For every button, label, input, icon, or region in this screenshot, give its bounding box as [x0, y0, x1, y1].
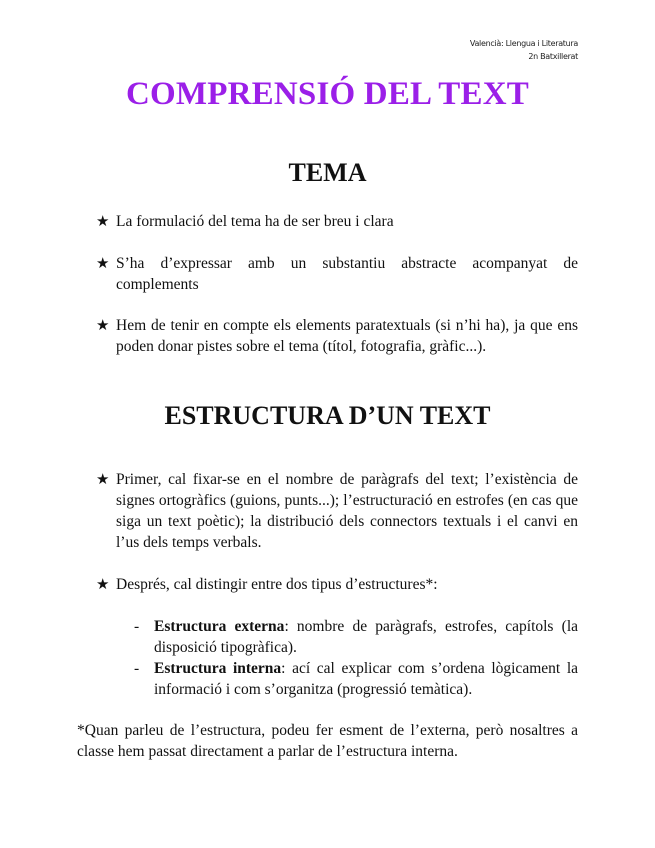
term-description: : nombre de paràgrafs, estrofes, capítols (la disposició tipogràfica).	[154, 618, 578, 656]
page-title: COMPRENSIÓ DEL TEXT	[126, 76, 529, 112]
bullet-text: Després, cal distingir entre dos tipus d’estructures*:	[116, 576, 438, 593]
estructura-bullet-2	[96, 574, 578, 595]
star-bullet-icon: ★	[96, 575, 110, 593]
term-label: Estructura externa	[154, 618, 285, 635]
estructura-list	[96, 469, 578, 553]
star-bullet-icon: ★	[96, 316, 110, 334]
structure-types-list	[134, 616, 578, 700]
footnote: *Quan parleu de l’estructura, podeu fer esment de l’externa, però nosaltres a classe hem passat directament a parlar de l’estructura interna.	[77, 722, 578, 760]
tema-heading: TEMA	[288, 158, 367, 187]
dash-bullet-icon: -	[134, 660, 140, 677]
tema-bullet-1	[96, 211, 578, 232]
header-course: Valencià: Llengua i Literatura	[469, 39, 578, 48]
bullet-text: Primer, cal fixar-se en el nombre de paràgrafs del text; l’existència de signes ortogràfics (guions, punts...); l’estructuració en estrofes (en cas que siga un text poètic); la distribució dels connectors textuals i el canvi en l’us dels temps verbals.	[116, 471, 578, 551]
structure-type-external	[134, 616, 578, 658]
header-note	[470, 37, 578, 63]
term-description: : ací cal explicar com s’ordena lògicament la informació i com s’organitza (progressió temàtica).	[154, 660, 578, 698]
dash-bullet-icon: -	[134, 618, 140, 635]
star-bullet-icon: ★	[96, 254, 110, 272]
estructura-heading: ESTRUCTURA D’UN TEXT	[164, 401, 491, 430]
header-level: 2n Batxillerat	[528, 52, 578, 61]
tema-bullet-2	[96, 253, 578, 295]
star-bullet-icon: ★	[96, 212, 110, 230]
bullet-text: S’ha d’expressar amb un substantiu abstracte acompanyat de complements	[116, 255, 578, 293]
bullet-text: La formulació del tema ha de ser breu i clara	[116, 213, 394, 230]
tema-list	[96, 211, 578, 232]
bullet-text: Hem de tenir en compte els elements paratextuals (si n’hi ha), ja que ens poden donar pistes sobre el tema (títol, fotografia, gràfic...).	[116, 317, 578, 355]
estructura-bullet-1	[96, 469, 578, 553]
tema-list-3	[96, 315, 578, 357]
term-label: Estructura interna	[154, 660, 282, 677]
estructura-list-2	[96, 574, 578, 595]
tema-bullet-3	[96, 315, 578, 357]
star-bullet-icon: ★	[96, 470, 110, 488]
structure-type-internal	[134, 658, 578, 700]
tema-list-2	[96, 253, 578, 295]
